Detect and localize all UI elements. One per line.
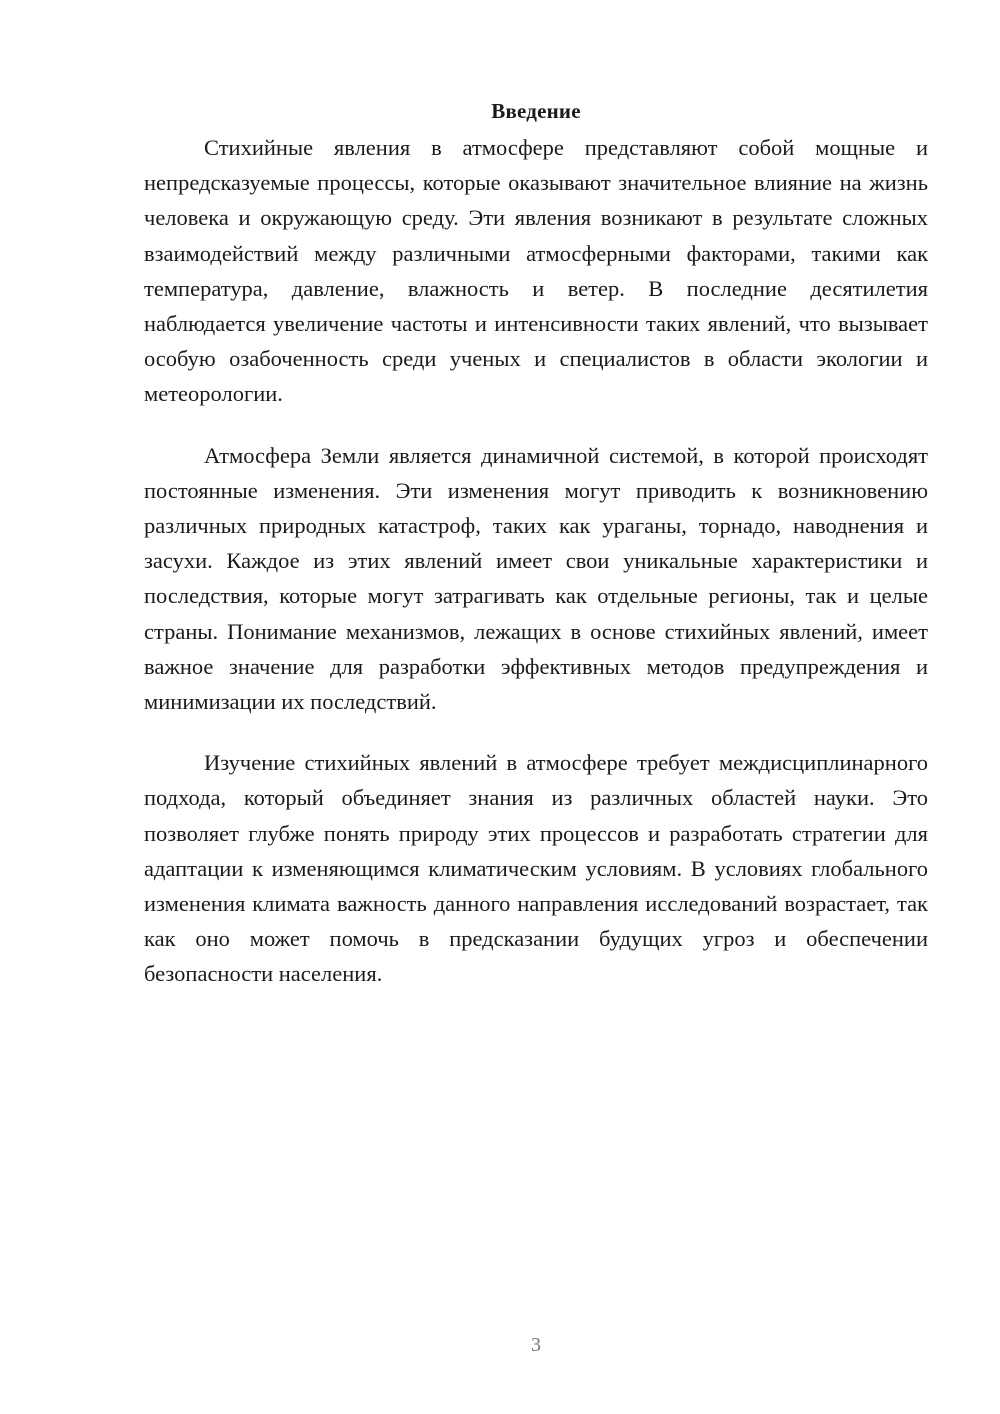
- paragraph-2: Атмосфера Земли является динамичной системой, в которой происходят постоянные изменения. Эти изменения могут приводить к возникновению различных природных катастроф, таких как ураганы, торнадо, наводнения и засухи. Каждое из этих явлений имеет свои уникальные характеристики и последствия, которые могут затрагивать как отдельные регионы, так и целые страны. Понимание механизмов, лежащих в основе стихийных явлений, имеет важное значение для разработки эффективных методов предупреждения и минимизации их последствий.: [144, 442, 928, 715]
- paragraph-3: Изучение стихийных явлений в атмосфере требует междисциплинарного подхода, который объединяет знания из различных областей науки. Это позволяет глубже понять природу этих процессов и разработать стратегии для адаптации к изменяющимся климатическим условиям. В условиях глобального изменения климата важность данного направления исследований возрастает, так как оно может помочь в предсказании будущих угроз и обеспечении безопасности населения.: [144, 750, 928, 987]
- paragraph-1: Стихийные явления в атмосфере представляют собой мощные и непредсказуемые процессы, которые оказывают значительное влияние на жизнь человека и окружающую среду. Эти явления возникают в результате сложных взаимодействий между различными атмосферными факторами, такими как температура, давление, влажность и ветер. В последние десятилетия наблюдается увеличение частоты и интенсивности таких явлений, что вызывает особую озабоченность среди ученых и специалистов в области экологии и метеорологии.: [144, 135, 928, 407]
- page-number: 3: [531, 1334, 541, 1356]
- page-content: [144, 96, 928, 1018]
- section-heading: Введение: [491, 99, 581, 123]
